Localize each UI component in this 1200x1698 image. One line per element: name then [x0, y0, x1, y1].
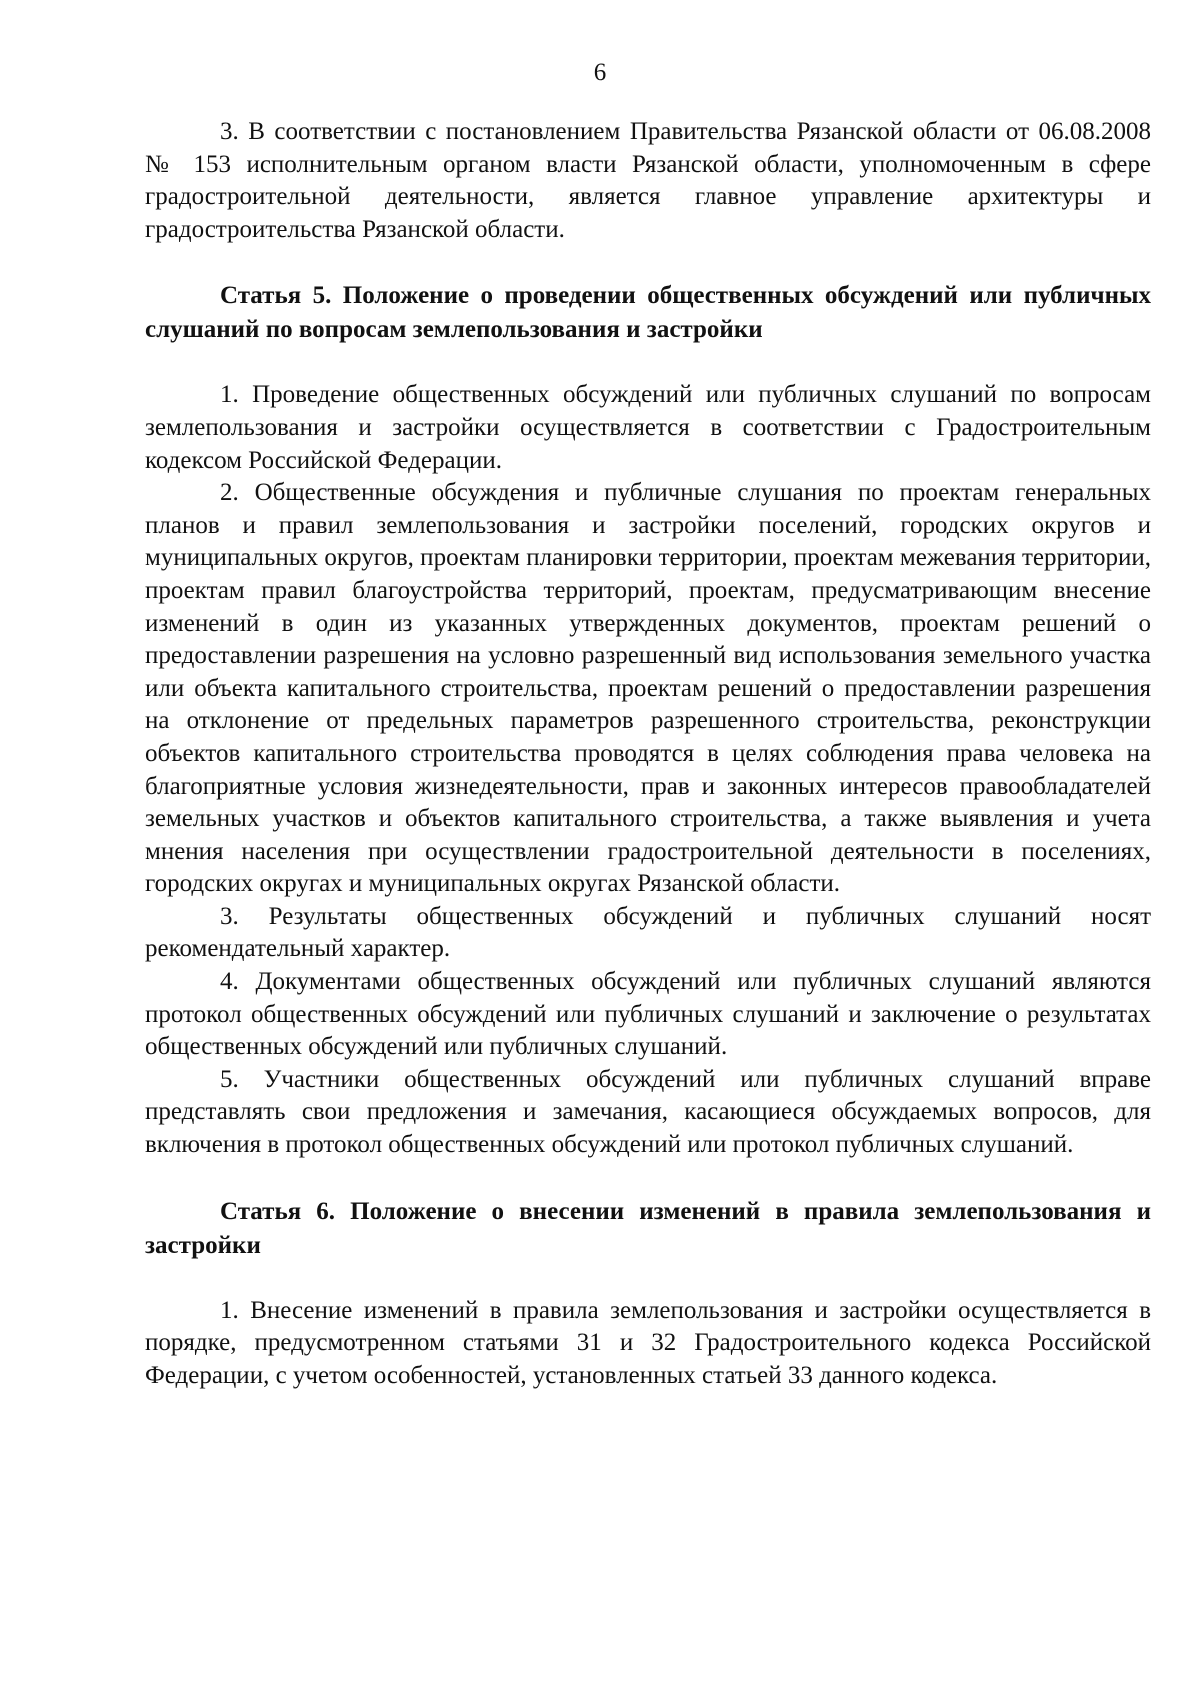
article-5-paragraph-2: 2. Общественные обсуждения и публичные слушания по проектам генеральных планов и правил землепользования и застройки поселений, городских округов и муниципальных округов, проектам планировки территории, проектам межевания территории, проектам правил благоустройства территорий, проектам, предусматривающим внесение изменений в один из указанных утвержденных документов, проектам решений о предоставлении разрешения на условно разрешенный вид использования земельного участка или объекта капитального строительства, проектам решений о предоставлении разрешения на отклонение от предельных параметров разрешенного строительства, реконструкции объектов капитального строительства проводятся в целях соблюдения права человека на благоприятные условия жизнедеятельности, прав и законных интересов правообладателей земельных участков и объектов капитального строительства, а также выявления и учета мнения населения при осуществлении градостроительной деятельности в поселениях, городских округах и муниципальных округах Рязанской области. — [145, 479, 1151, 898]
article-5-heading: Статья 5. Положение о проведении общественных обсуждений или публичных слушаний по вопросам землепользования и застройки — [145, 282, 1151, 344]
paragraph-3-previous-article: 3. В соответствии с постановлением Правительства Рязанской области от 06.08.2008 № 153 исполнительным органом власти Рязанской области, уполномоченным в сфере градостроительной деятельности, является главное управление архитектуры и градостроительства Рязанской области. — [145, 118, 1151, 243]
document-body — [145, 116, 1151, 1392]
page-number: 6 — [593, 59, 607, 86]
article-5-paragraph-3: 3. Результаты общественных обсуждений и публичных слушаний носят рекомендательный характер. — [145, 902, 1151, 963]
article-6-paragraph-1: 1. Внесение изменений в правила землепользования и застройки осуществляется в порядке, предусмотренном статьями 31 и 32 Градостроительного кодекса Российской Федерации, с учетом особенностей, установленных статьей 33 данного кодекса. — [145, 1296, 1151, 1389]
article-5-paragraph-5: 5. Участники общественных обсуждений или публичных слушаний вправе представлять свои предложения и замечания, касающиеся обсуждаемых вопросов, для включения в протокол общественных обсуждений или протокол публичных слушаний. — [145, 1065, 1151, 1159]
article-5-paragraph-1: 1. Проведение общественных обсуждений или публичных слушаний по вопросам землепользования и застройки осуществляется в соответствии с Градостроительным кодексом Российской Федерации. — [145, 381, 1151, 474]
article-6-heading: Статья 6. Положение о внесении изменений в правила землепользования и застройки — [145, 1197, 1151, 1259]
article-5-paragraph-4: 4. Документами общественных обсуждений или публичных слушаний являются протокол общественных обсуждений или публичных слушаний и заключение о результатах общественных обсуждений или публичных слушаний. — [145, 968, 1151, 1061]
